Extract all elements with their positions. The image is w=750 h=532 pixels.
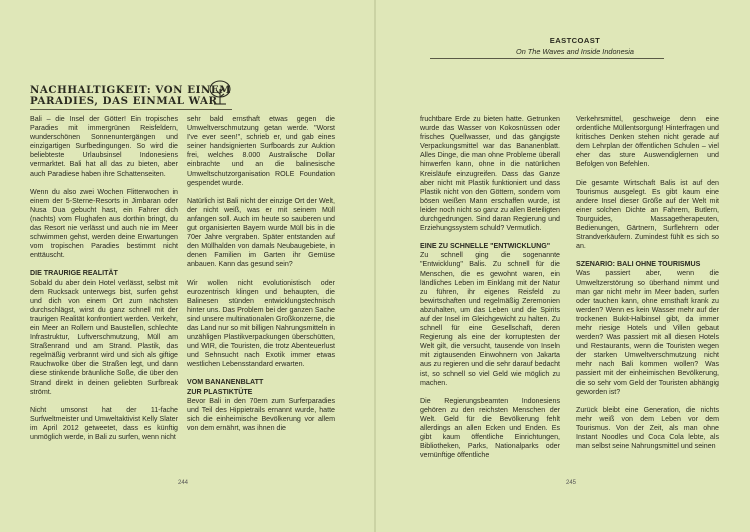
page-number-right: 245 xyxy=(566,480,577,486)
book-gutter xyxy=(374,0,376,532)
text-column-1 xyxy=(30,115,178,451)
paragraph: Sobald du aber dein Hotel verlässt, selbst mit dem Rucksack unterwegs bist, surfen gehst und dich von einem Ort zum nächsten durchschlägst, wirst du ganz schnell mit der traurigen Realität konfrontiert werden. Verkehr, ein Meer an Rollern und Baustellen, schlechte Infrastruktur, Luftverschmutzung, Müll am Straßenrand und am Strand. Plastik, das regelmäßig verbrannt wird und sich als giftige Rauchwolke über die Straßen legt, und dann diese stinkende bräunliche Soße, die über den Strand direkt in deinen geliebten Surfbreak strömt. xyxy=(30,278,178,396)
paragraph: fruchtbare Erde zu bieten hatte. Getrunken wurde das Wasser von Kokosnüssen oder frisches Quellwasser, und das gängigste Verpackungsmittel war das Bananenblatt. Alles Dinge, die man ohne Probleme überall hinwerfen kann, ohne in die natürlichen Kreisläufe einzugreifen. Dass das Ganze aber nicht mit Plastik funktioniert und dass Plastik nicht von den Göttern, sondern vom bösen weißen Mann erschaffen wurde, ist leider noch nicht so ganz zu allen Beteiligten durchgedrungen. Sind daran Regierung und Erziehungssystem schuld? Vermutlich. xyxy=(420,115,560,233)
text-column-2 xyxy=(187,115,335,442)
section-heading: ZUR PLASTIKTÜTE xyxy=(187,387,253,396)
article-title-line2: PARADIES, DAS EINMAL WAR xyxy=(30,95,218,107)
header-title: EASTCOAST xyxy=(549,36,601,45)
text-column-4 xyxy=(576,115,719,460)
section-heading: EINE ZU SCHNELLE "ENTWICKLUNG" xyxy=(420,242,551,251)
paragraph: Natürlich ist Bali nicht der einzige Ort der Welt, der nicht weiß, was er mit seinem Müll anfangen soll. Auch im heute so sauberen und gut organisierten Bayern wurde Müll bis in die 70er Jahre vergraben. Später entstanden auf den Müllhalden von damals Neubaugebiete, in denen Familien im Garten ihr Gemüse anbauen. Kann das gesund sein? xyxy=(187,196,335,269)
header-rule xyxy=(430,58,664,59)
paragraph: Bevor Bali in den 70ern zum Surferparadies und Teil des Hippietrails ernannt wurde, hatte sich die einheimische Bevölkerung vor allem von dem ernährt, was ihnen die xyxy=(187,396,335,432)
article-title xyxy=(30,85,231,107)
paragraph: Nicht umsonst hat der 11-fache Surfweltmeister und Umweltaktivist Kelly Slater im April 2012 getweetet, dass es künftig unmöglich werde, in Bali zu surfen, wenn nicht xyxy=(30,405,178,441)
running-header xyxy=(508,36,642,56)
paragraph: Die Regierungsbeamten Indonesiens gehören zu den reichsten Menschen der Welt. Geld für die Bevölkerung fehlt allerdings an allen Ecken und Enden. Es gibt kaum öffentliche Einrichtungen, Bibliotheken, Parks, Nationalparks oder vernünftige öffentliche xyxy=(420,396,560,460)
page-number-left: 244 xyxy=(178,480,189,486)
title-rule xyxy=(30,109,232,110)
paragraph: Was passiert aber, wenn die Umweltzerstörung so überhand nimmt und man gar nicht mehr im Meer baden, surfen oder tauchen kann, ohne ernsthaft krank zu werden? Wenn es kein Wasser mehr auf der trockenen Bukit-Halbinsel gibt, da immer mehr riesige Hotels und Villen gebaut werden? Was passiert mit all diesen Hotels und Restaurants, wenn die Touristen wegen der starken Umweltverschmutzung nicht mehr nach Bali kommen wollen? Was passiert mit der einheimischen Bevölkerung, die so sehr vom Geld der Touristen abhängig geworden ist? xyxy=(576,269,719,396)
paragraph: Wenn du also zwei Wochen Flitterwochen in einem der 5-Sterne-Resorts in Jimbaran oder Nusa Dua gebucht hast, ein Fahrer dich (nachts) vom Flughafen aus dorthin bringt, du das Resort nie verlässt und auch nie im Meer schwimmen gehst, werden deine Erwartungen vom tropischen Paradies bestimmt nicht enttäuscht. xyxy=(30,187,178,260)
section-heading: SZENARIO: BALI OHNE TOURISMUS xyxy=(576,260,701,269)
section-heading: VOM BANANENBLATT xyxy=(187,378,264,387)
text-column-3 xyxy=(420,115,560,469)
paragraph: Verkehrsmittel, geschweige denn eine ordentliche Müllentsorgung! Hinterfragen und kritisches Denken stehen nicht gerade auf dem Lehrplan der öffentlichen Schulen – viel eher das sture Auswendiglernen und Befolgen von Befehlen. xyxy=(576,115,719,169)
paragraph: sehr bald ernsthaft etwas gegen die Umweltverschmutzung getan werde. "Worst I've ever seen!", schrieb er, und gab eines seiner handsignierten Surfboards zur Auktion frei, welches 8.000 Australische Dollar einbrachte und an die balinesische Umweltschutzorganisation ROLE Foundation gespendet wurde. xyxy=(187,115,335,187)
paragraph: Wir wollen nicht evolutionistisch oder eurozentrisch klingen und behaupten, die Balinesen stünden entwicklungstechnisch hinter uns. Das Problem bei der ganzen Sache sind unsere multinationalen Großkonzerne, die das Land nur so mit billigen Nahrungsmitteln in unzähligen Plastikverpackungen überschütten, und WIR, die Touristen, die trotz Abenteuerlust und Sehnsucht nach Exotik immer etwas westlichen Lebensstandard erwarten. xyxy=(187,278,335,369)
paragraph: Zurück bleibt eine Generation, die nichts mehr weiß von dem Leben vor dem Tourismus. Von der Zeit, als man ohne Instant Noodles und Coca Cola lebte, als man selbst seine Nahrungsmittel und seinen xyxy=(576,405,719,451)
section-heading: DIE TRAURIGE REALITÄT xyxy=(30,269,118,278)
paragraph: Bali – die Insel der Götter! Ein tropisches Paradies mit immergrünen Reisfeldern, wunderschönen Sonnenuntergängen und einzigartigen Surfbedingungen. So wird die beliebteste Urlaubsinsel Indonesiens vermarktet. Bali hat all das zu bieten, aber auch Paradiese haben ihre Schattenseiten. xyxy=(30,115,178,178)
header-subtitle: On The Waves and Inside Indonesia xyxy=(516,47,634,56)
tree-icon xyxy=(208,80,232,106)
paragraph: Die gesamte Wirtschaft Balis ist auf den Tourismus ausgelegt. Es gibt kaum eine andere Insel dieser Größe auf der Welt mit einer solchen Dichte an Fahrern, Butlern, Tourguides, Massagetherapeuten, Bedienungen, Gärtnern, Surflehrern oder Strandverkäufern. Zumindest fühlt es sich so an. xyxy=(576,178,719,251)
article-title-line1: NACHHALTIGKEIT: VON EINEM xyxy=(30,84,232,96)
paragraph: Zu schnell ging die sogenannte "Entwicklung" Balis. Zu schnell für die Menschen, die es gewohnt waren, ein ländliches Leben im Einklang mit der Natur zu führen, ihr eigenes Reisfeld zu bewirtschaften und regelmäßig Zeremonien abzuhalten, um das Leben und die Spirits auf der Insel im Gleichgewicht zu halten. Zu schnell für eine Gesellschaft, deren Regierung als eine der korruptesten der Welt gilt, die versucht, tausende von Inseln mit zigtausenden Einwohnern von Jakarta aus zu regieren und die sehr darauf bedacht ist, so schnell so viel Geld wie möglich zu machen. xyxy=(420,251,560,387)
